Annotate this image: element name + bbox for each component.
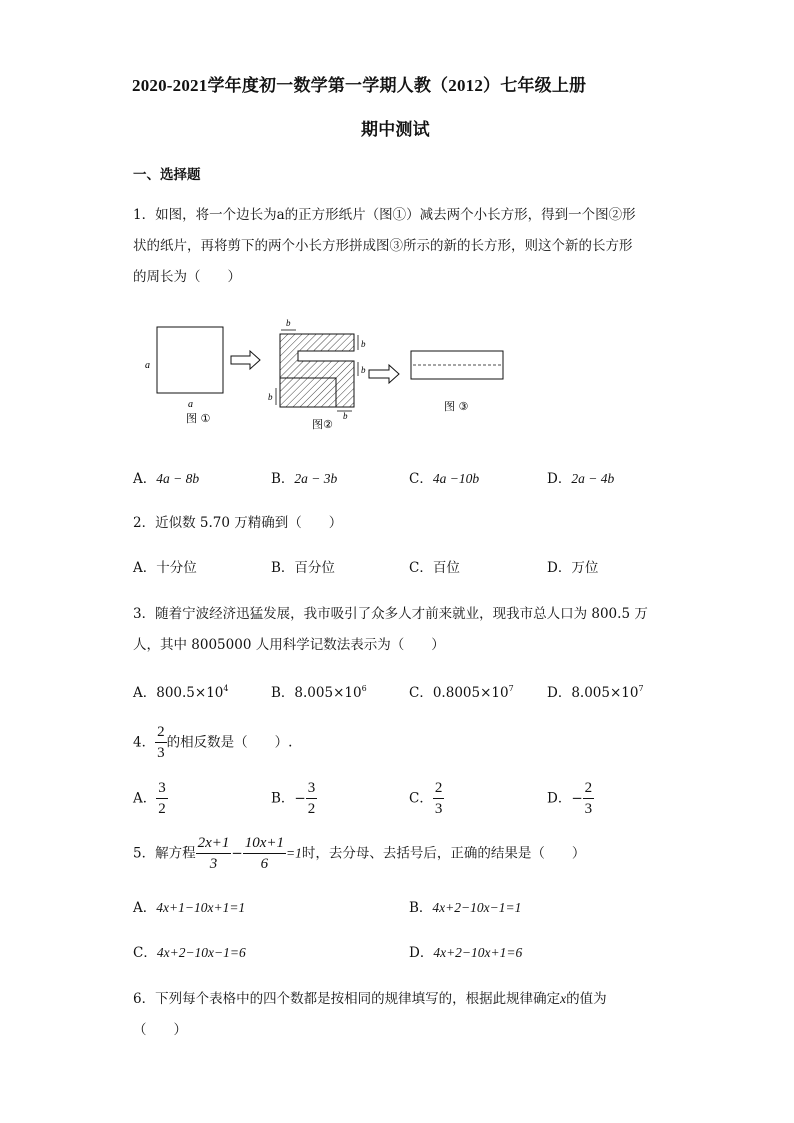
fig2-label-b-left: b — [268, 392, 273, 402]
fig1-square — [157, 327, 223, 393]
q4-option-d[interactable]: D．− $\frac{2}{3}$ — [547, 780, 593, 817]
q5-option-d[interactable]: D．4x+2−10x+1=6 — [409, 945, 523, 961]
fig2-caption: 图② — [312, 418, 333, 431]
arrow-right-icon — [231, 351, 260, 369]
q6-line2: （ ） — [133, 1022, 187, 1038]
q4-option-a[interactable]: A． $\frac{3}{2}$ — [133, 780, 166, 817]
q3-option-b[interactable]: B．$8.005\times 10^6$ — [271, 684, 367, 701]
q4-option-b[interactable]: B．− $\frac{3}{2}$ — [271, 780, 316, 817]
section-heading: 一、选择题 — [133, 167, 201, 183]
arrow-right-icon — [369, 365, 399, 383]
q4-stem: 4． $\frac{2}{3}$ 的相反数是（ ）. — [133, 724, 293, 761]
q1-figure — [140, 312, 520, 434]
q5-fraction-2: $\frac{10x+1}{6}$ — [244, 835, 284, 872]
fig2-label-b-right1: b — [361, 339, 366, 349]
fig1-label-a-left: a — [145, 360, 150, 371]
q3-option-a[interactable]: A．$800.5\times 10^4$ — [133, 684, 229, 701]
q2-option-c[interactable]: C．百位 — [409, 560, 460, 576]
q3-option-c[interactable]: C．$0.8005\times 10^7$ — [409, 684, 514, 701]
page-subtitle: 期中测试 — [361, 120, 430, 139]
q5-option-c[interactable]: C．4x+2−10x−1=6 — [133, 945, 246, 961]
q2-stem: 2．近似数 5.70 万精确到（ ） — [133, 515, 343, 531]
q1-option-a[interactable]: A．4a − 8b — [133, 471, 200, 487]
q3-option-d[interactable]: D．$8.005\times 10^7$ — [547, 684, 644, 701]
page-title: 2020-2021学年度初一数学第一学期人教（2012）七年级上册 — [132, 76, 587, 95]
q5-option-b[interactable]: B．4x+2−10x−1=1 — [409, 900, 522, 916]
fig2-label-b-right2: b — [361, 365, 366, 375]
q4-option-c[interactable]: C． $\frac{2}{3}$ — [409, 780, 443, 817]
q1-option-c[interactable]: C．4a −10b — [409, 471, 480, 487]
q3-line1: 3．随着宁波经济迅猛发展，我市吸引了众多人才前来就业，现我市总人口为 800.5 万 — [133, 606, 648, 622]
q1-option-b[interactable]: B．2a − 3b — [271, 471, 338, 487]
q1-line2: 状的纸片，再将剪下的两个小长方形拼成图③所示的新的长方形，则这个新的长方形 — [133, 238, 633, 254]
q4-fraction: $\frac{2}{3}$ — [157, 724, 165, 761]
q2-option-d[interactable]: D．万位 — [547, 560, 599, 576]
q1-line3: 的周长为（ ） — [133, 269, 241, 285]
q2-option-a[interactable]: A．十分位 — [133, 560, 197, 576]
fig1-label-a-bottom: a — [188, 399, 193, 410]
q5-option-a[interactable]: A．4x+1−10x+1=1 — [133, 900, 246, 916]
q5-stem: 5．解方程 $\frac{2x+1}{3}$ − $\frac{10x+1}{6}$ =1时，去分母、去括号后，正确的结果是（ ） — [133, 835, 586, 872]
fig3-caption: 图 ③ — [444, 400, 469, 413]
q2-option-b[interactable]: B．百分位 — [271, 560, 335, 576]
q6-line1: 6．下列每个表格中的四个数都是按相同的规律填写的，根据此规律确定x的值为 — [133, 991, 607, 1007]
q1-option-d[interactable]: D．2a − 4b — [547, 471, 615, 487]
fig2-label-b-bottom: b — [343, 411, 348, 421]
fig2-label-b-top: b — [286, 318, 291, 328]
fig1-caption: 图 ① — [186, 412, 211, 425]
q1-line1: 1．如图，将一个边长为a的正方形纸片（图①）减去两个小长方形，得到一个图②形 — [133, 207, 636, 223]
q5-fraction-1: $\frac{2x+1}{3}$ — [197, 835, 230, 872]
q3-line2: 人，其中 8005000 人用科学记数法表示为（ ） — [133, 637, 445, 653]
